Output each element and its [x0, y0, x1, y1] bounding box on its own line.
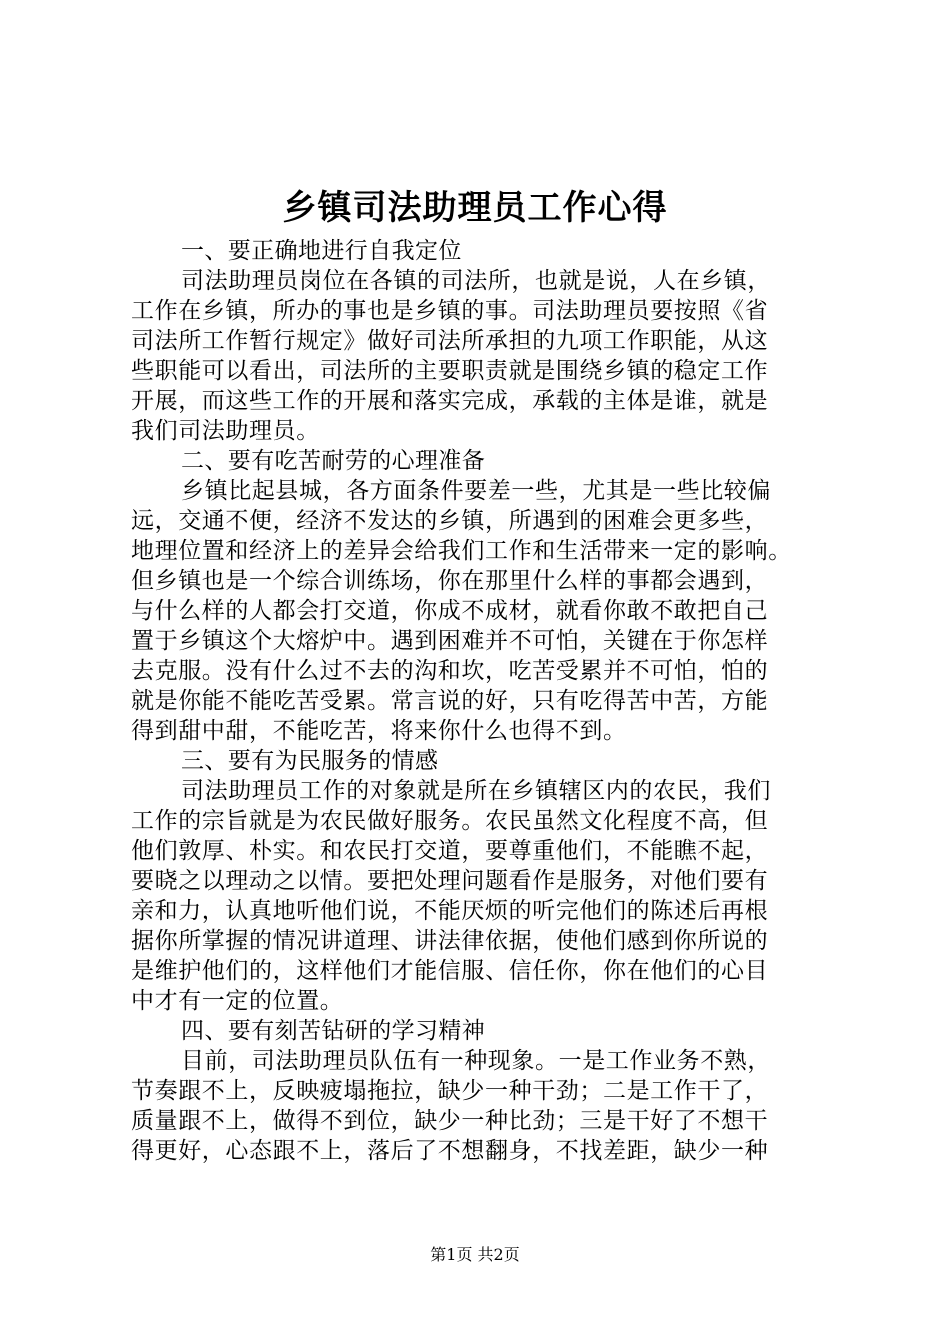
paragraph-line: 质量跟不上，做得不到位，缺少一种比劲；三是干好了不想干	[131, 1108, 769, 1134]
page-number-footer: 第1页 共2页	[430, 1245, 520, 1264]
paragraph-line: 乡镇比起县城，各方面条件要差一些，尤其是一些比较偏	[181, 478, 771, 504]
paragraph-line: 些职能可以看出，司法所的主要职责就是围绕乡镇的稳定工作	[131, 358, 769, 384]
section-heading: 二、要有吃苦耐劳的心理准备	[181, 448, 486, 474]
paragraph-line: 工作在乡镇，所办的事也是乡镇的事。司法助理员要按照《省	[131, 298, 769, 324]
paragraph-line: 地理位置和经济上的差异会给我们工作和生活带来一定的影响。	[131, 538, 792, 564]
section-heading: 一、要正确地进行自我定位	[181, 238, 462, 264]
paragraph-line: 据你所掌握的情况讲道理、讲法律依据，使他们感到你所说的	[131, 928, 769, 954]
document-title: 乡镇司法助理员工作心得	[282, 188, 668, 228]
paragraph-line: 要晓之以理动之以情。要把处理问题看作是服务，对他们要有	[131, 868, 769, 894]
paragraph-line: 节奏跟不上，反映疲塌拖拉，缺少一种干劲；二是工作干了，	[131, 1078, 769, 1104]
paragraph-line: 司法助理员工作的对象就是所在乡镇辖区内的农民，我们	[181, 778, 771, 804]
paragraph-line: 置于乡镇这个大熔炉中。遇到困难并不可怕，关键在于你怎样	[131, 628, 769, 654]
paragraph-line: 目前，司法助理员队伍有一种现象。一是工作业务不熟，	[181, 1048, 771, 1074]
section-heading: 四、要有刻苦钻研的学习精神	[181, 1018, 486, 1044]
paragraph-line: 得到甜中甜，不能吃苦，将来你什么也得不到。	[131, 718, 627, 744]
paragraph-line: 去克服。没有什么过不去的沟和坎，吃苦受累并不可怕，怕的	[131, 658, 769, 684]
paragraph-line: 司法助理员岗位在各镇的司法所，也就是说，人在乡镇，	[181, 268, 771, 294]
paragraph-line: 中才有一定的位置。	[131, 988, 344, 1014]
paragraph-line: 开展，而这些工作的开展和落实完成，承载的主体是谁，就是	[131, 388, 769, 414]
paragraph-line: 但乡镇也是一个综合训练场，你在那里什么样的事都会遇到，	[131, 568, 769, 594]
document-body	[131, 236, 831, 1166]
paragraph-line: 我们司法助理员。	[131, 418, 320, 444]
paragraph-line: 与什么样的人都会打交道，你成不成材，就看你敢不敢把自己	[131, 598, 769, 624]
paragraph-line: 亲和力，认真地听他们说，不能厌烦的听完他们的陈述后再根	[131, 898, 769, 924]
paragraph-line: 是维护他们的，这样他们才能信服、信任你，你在他们的心目	[131, 958, 769, 984]
paragraph-line: 他们敦厚、朴实。和农民打交道，要尊重他们，不能瞧不起，	[131, 838, 769, 864]
paragraph-line: 工作的宗旨就是为农民做好服务。农民虽然文化程度不高，但	[131, 808, 769, 834]
paragraph-line: 远，交通不便，经济不发达的乡镇，所遇到的困难会更多些，	[131, 508, 769, 534]
paragraph-line: 得更好，心态跟不上，落后了不想翻身，不找差距，缺少一种	[131, 1138, 769, 1164]
section-heading: 三、要有为民服务的情感	[181, 748, 439, 774]
paragraph-line: 司法所工作暂行规定》做好司法所承担的九项工作职能，从这	[131, 328, 769, 354]
paragraph-line: 就是你能不能吃苦受累。常言说的好，只有吃得苦中苦，方能	[131, 688, 769, 714]
